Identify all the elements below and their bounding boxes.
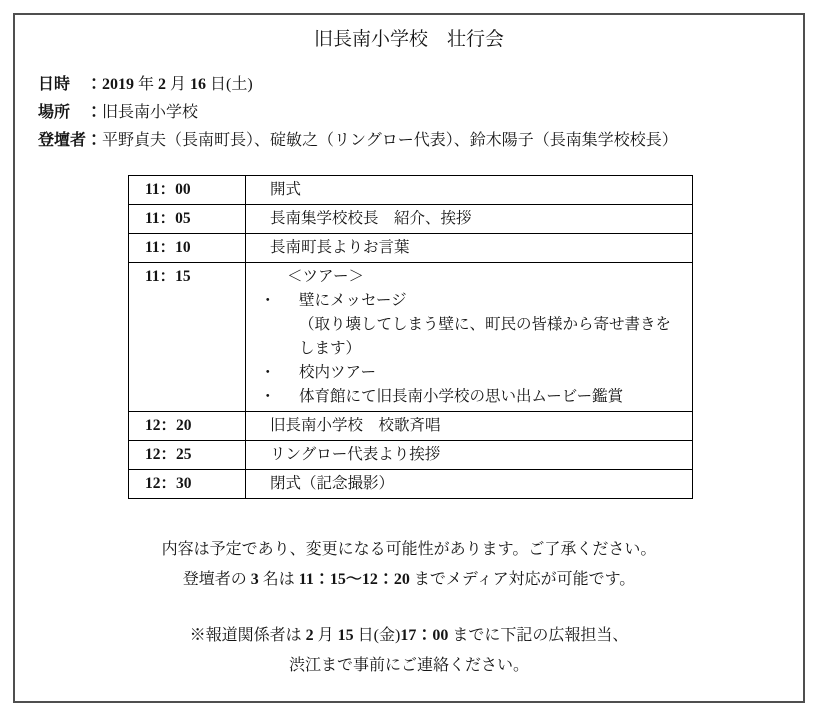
text-segment-emph: 15 xyxy=(337,627,354,644)
text-segment-emph: 2 xyxy=(305,627,314,644)
schedule-row xyxy=(129,470,693,499)
continuation-line: （取り壊してしまう壁に、町民の皆様から寄せ書きを xyxy=(299,316,672,333)
schedule-row xyxy=(129,205,693,234)
schedule-desc-cell xyxy=(246,176,693,205)
schedule-desc-cell xyxy=(246,470,693,499)
bullet-line xyxy=(260,289,686,313)
info-label: 日時 ： xyxy=(38,76,103,93)
desc-line: 長南集学校校長 紹介、挨拶 xyxy=(270,210,472,227)
press-notice-block xyxy=(15,621,803,681)
schedule-time-cell: 11：10 xyxy=(129,234,246,263)
text-segment: 内容は予定であり、変更になる可能性があります。ご了承ください。 xyxy=(161,541,657,558)
bullet-text: 校内ツアー xyxy=(299,364,377,381)
schedule-row xyxy=(129,441,693,470)
text-segment: までメディア対応が可能です。 xyxy=(409,571,636,588)
note-line xyxy=(15,565,803,595)
schedule-desc-cell xyxy=(246,234,693,263)
schedule-row xyxy=(129,176,693,205)
text-segment-emph: 11：15～12：20 xyxy=(298,571,410,588)
bullet-icon: ・ xyxy=(260,364,276,381)
continuation-line: します） xyxy=(299,340,362,357)
info-label: 場所 ： xyxy=(38,104,103,121)
info-line xyxy=(38,71,803,99)
schedule-desc-cell xyxy=(246,441,693,470)
text-segment-emph: 2 xyxy=(158,76,167,93)
schedule-desc-cell xyxy=(246,263,693,412)
desc-line: 長南町長よりお言葉 xyxy=(270,239,410,256)
text-segment: までに下記の広報担当、 xyxy=(448,627,629,644)
schedule-time-cell: 12：30 xyxy=(129,470,246,499)
text-segment-emph: 3 xyxy=(250,571,259,588)
info-label: 登壇者： xyxy=(38,132,103,149)
bullet-icon: ・ xyxy=(260,388,276,405)
schedule-time-cell: 12：25 xyxy=(129,441,246,470)
schedule-time-cell: 11：00 xyxy=(129,176,246,205)
notes-block xyxy=(15,535,803,595)
text-segment: 旧長南小学校 xyxy=(102,104,199,121)
text-segment: 月 xyxy=(313,627,338,644)
event-info xyxy=(38,71,803,155)
schedule-desc-cell xyxy=(246,205,693,234)
text-segment-emph: 16 xyxy=(190,76,207,93)
text-segment: 渋江まで事前にご連絡ください。 xyxy=(288,657,529,674)
text-segment: 日(土) xyxy=(206,76,253,93)
schedule-time-cell: 11：05 xyxy=(129,205,246,234)
text-segment: 名は xyxy=(258,571,299,588)
bullet-line xyxy=(260,385,686,409)
press-notice-line xyxy=(15,651,803,681)
text-segment: 月 xyxy=(166,76,191,93)
text-segment: 平野貞夫（長南町長）、碇敏之（リングロー代表）、鈴木陽子（長南集学校校長） xyxy=(102,132,678,149)
schedule-time-cell: 11：15 xyxy=(129,263,246,412)
info-line xyxy=(38,127,803,155)
desc-line: 開式 xyxy=(270,181,302,198)
bullet-line xyxy=(260,361,686,385)
text-segment: 年 xyxy=(134,76,159,93)
schedule-table xyxy=(128,175,693,499)
text-segment: 日(金) xyxy=(353,627,401,644)
schedule-time-cell: 12：20 xyxy=(129,412,246,441)
text-segment-emph: 2019 xyxy=(102,76,135,93)
press-notice-line xyxy=(15,621,803,651)
schedule-row xyxy=(129,412,693,441)
info-line xyxy=(38,99,803,127)
note-line xyxy=(15,535,803,565)
text-segment-emph: 17：00 xyxy=(400,627,449,644)
desc-line: 旧長南小学校 校歌斉唱 xyxy=(270,417,441,434)
desc-line: リングロー代表より挨拶 xyxy=(270,446,441,463)
schedule-desc-cell xyxy=(246,412,693,441)
schedule-row xyxy=(129,263,693,412)
tour-header-line: ＜ツアー＞ xyxy=(287,268,365,285)
document-page xyxy=(13,13,805,703)
bullet-text: 壁にメッセージ xyxy=(299,292,407,309)
bullet-text: 体育館にて旧長南小学校の思い出ムービー鑑賞 xyxy=(299,388,624,405)
text-segment: ※報道関係者は xyxy=(189,627,306,644)
schedule-row xyxy=(129,234,693,263)
desc-line: 閉式（記念撮影） xyxy=(270,475,395,492)
bullet-icon: ・ xyxy=(260,292,276,309)
document-title: 旧長南小学校 壮行会 xyxy=(313,29,504,50)
text-segment: 登壇者の xyxy=(182,571,251,588)
